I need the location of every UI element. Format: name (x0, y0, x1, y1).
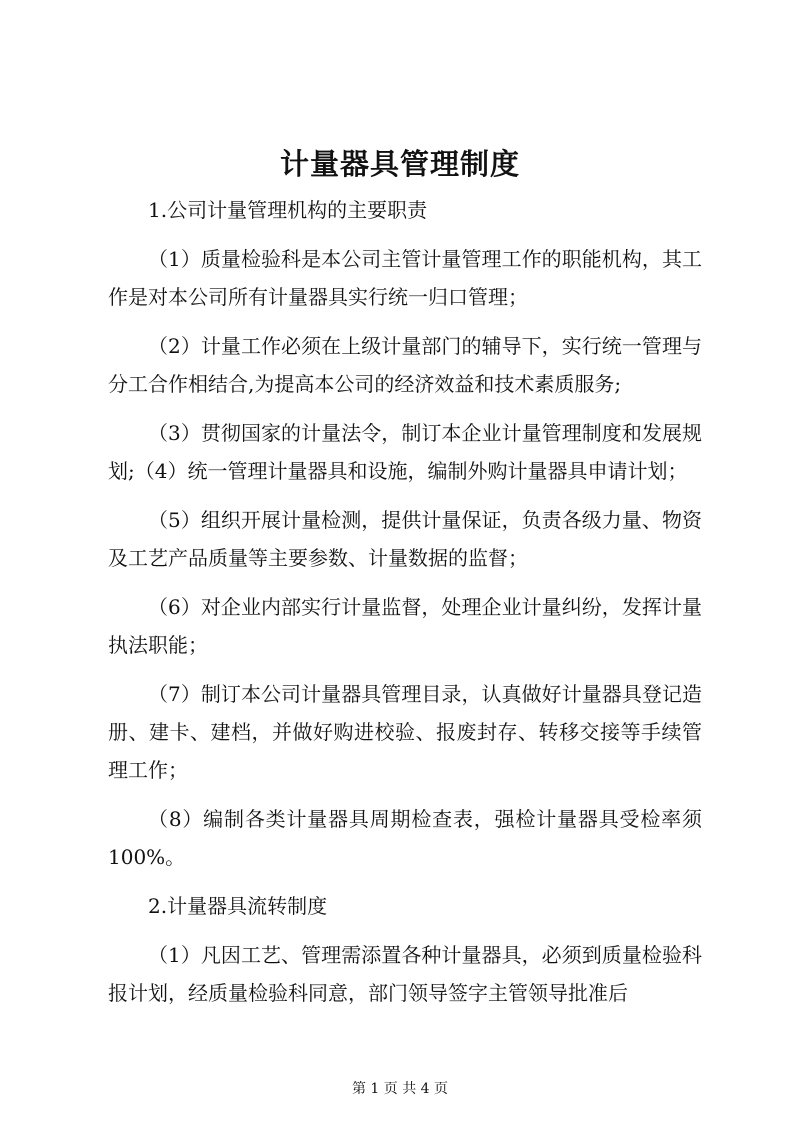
section-heading-1: 1.公司计量管理机构的主要职责 (148, 198, 428, 222)
paragraph: （1）质量检验科是本公司主管计量管理工作的职能机构，其工作是对本公司所有计量器具实行统一归口管理； (108, 247, 702, 309)
paragraph: （8）编制各类计量器具周期检查表，强检计量器具受检率须100%。 (108, 807, 702, 869)
paragraph: （5）组织开展计量检测，提供计量保证，负责各级力量、物资及工艺产品质量等主要参数、计量数据的监督； (108, 508, 702, 570)
paragraph: （6）对企业内部实行计量监督，处理企业计量纠纷，发挥计量执法职能； (108, 595, 702, 657)
page-number-footer: 第 1 页 共 4 页 (351, 1081, 449, 1097)
section-heading-2: 2.计量器具流转制度 (148, 894, 328, 918)
paragraph: （2）计量工作必须在上级计量部门的辅导下，实行统一管理与分工合作相结合,为提高本公司的经济效益和技术素质服务; (108, 334, 702, 396)
document-title: 计量器具管理制度 (279, 147, 520, 181)
document-body (108, 191, 702, 1023)
paragraph: （1）凡因工艺、管理需添置各种计量器具，必须到质量检验科报计划，经质量检验科同意，部门领导签字主管领导批准后 (108, 943, 702, 1005)
paragraph: （7）制订本公司计量器具管理目录，认真做好计量器具登记造册、建卡、建档，并做好购进校验、报废封存、转移交接等手续管理工作； (108, 682, 702, 782)
paragraph: （3）贯彻国家的计量法令，制订本企业计量管理制度和发展规划;（4）统一管理计量器具和设施，编制外购计量器具申请计划； (108, 421, 702, 483)
